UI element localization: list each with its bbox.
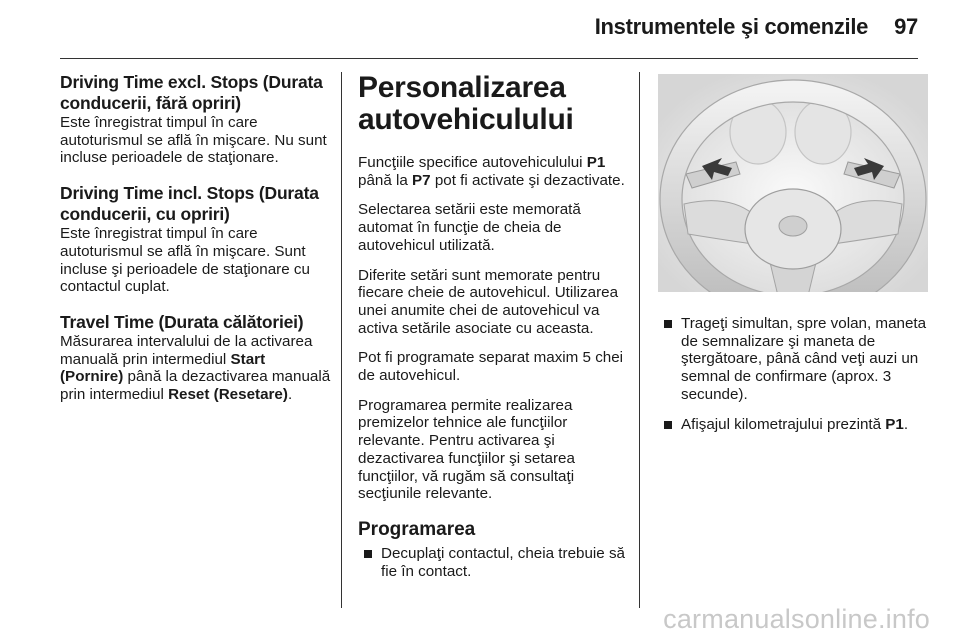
section-heading: Driving Time incl. Stops (Durata conducerii, cu opriri)	[60, 183, 319, 225]
reset-label: Reset (Resetare)	[168, 386, 288, 404]
page-number: 97	[894, 14, 918, 39]
paragraph: Selectarea setării este memorată automat în funcţie de cheia de autovehicul utilizată.	[358, 201, 581, 254]
bullet-icon	[364, 550, 372, 558]
subheading: Programarea	[358, 518, 476, 540]
steering-wheel-illustration	[658, 74, 928, 292]
column-middle	[358, 72, 628, 580]
page-header	[595, 14, 918, 40]
section-text: Este înregistrat timpul în care autoturismul se află în mişcare. Nu sunt incluse perioadele de staţionare.	[60, 114, 327, 167]
section-heading: Travel Time (Durata călătoriei)	[60, 311, 304, 332]
paragraph: Pot fi programate separat maxim 5 chei de autovehicul.	[358, 349, 624, 385]
column-divider	[341, 72, 342, 608]
paragraph: Diferite setări sunt memorate pentru fiecare cheie de autovehicul. Utilizarea unei anumite chei de autovehicul va activa setările asociate cu aceasta.	[358, 266, 619, 337]
header-rule	[60, 58, 918, 59]
bullet-icon	[664, 320, 672, 328]
section-text: Este înregistrat timpul în care autoturismul se află în mişcare. Sunt incluse şi perioadele de staţionare cu contactul cuplat.	[60, 225, 310, 296]
chapter-title: Personalizarea autovehiculului	[358, 71, 574, 136]
watermark: carmanualsonline.info	[663, 604, 930, 634]
section-heading: Driving Time excl. Stops (Durata conducerii, fără opriri)	[60, 72, 323, 113]
column-left	[60, 72, 332, 404]
list-item: Trageţi simultan, spre volan, maneta de semnalizare şi maneta de ştergătoare, până când veţi auzi un semnal de confirmare (aprox. 3 secunde).	[658, 315, 928, 404]
paragraph: Programarea permite realizarea premizelor tehnice ale funcţiilor relevante. Pentru activarea şi dezactivarea funcţiilor şi setarea funcţiilor, vă rugăm să consultaţi secţiunile relevante.	[358, 396, 575, 503]
list-item: Afişajul kilometrajului prezintă P1.	[658, 416, 928, 434]
column-divider	[639, 72, 640, 608]
header-title: Instrumentele şi comenzile	[594, 14, 869, 39]
paragraph: Funcţiile specifice autovehiculului P1 până la P7 pot fi activate şi dezactivate.	[358, 154, 625, 189]
section-text: Măsurarea intervalului de la activarea manuală prin intermediul Start (Pornire) până la dezactivarea manuală prin intermediul Reset (Resetare).	[60, 332, 331, 404]
list-item: Decuplaţi contactul, cheia trebuie să fie în contact.	[358, 545, 628, 580]
bullet-icon	[664, 421, 672, 429]
column-right	[658, 72, 928, 433]
start-label: Start (Pornire)	[60, 350, 266, 386]
